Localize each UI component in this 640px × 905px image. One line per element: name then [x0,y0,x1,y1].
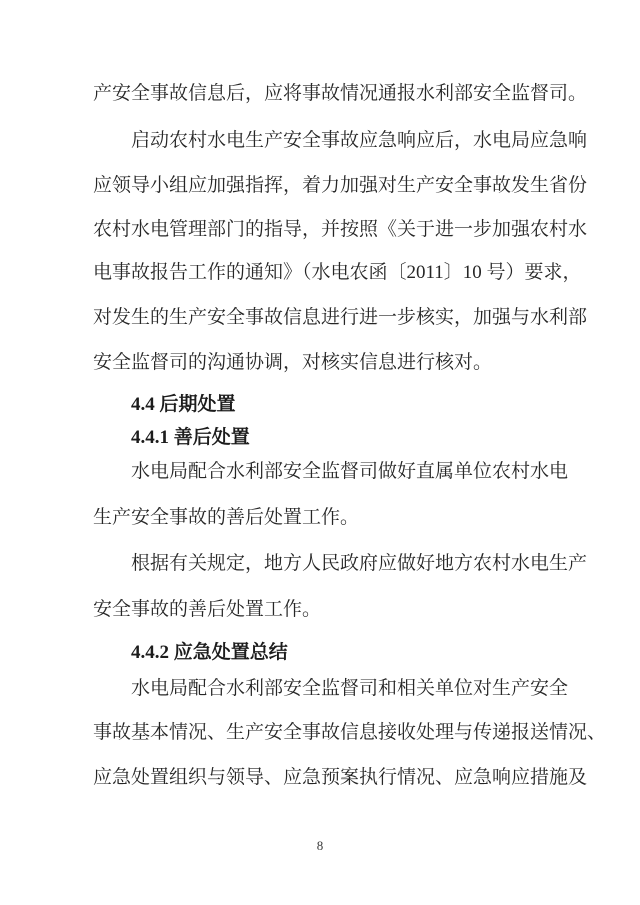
paragraph-line: 产安全事故信息后，应将事故情况通报水利部安全监督司。 [93,83,588,104]
paragraph-line: 水电局配合水利部安全监督司和相关单位对生产安全 [131,678,569,699]
section-heading-4-4-2: 4.4.2 应急处置总结 [131,642,288,663]
paragraph-line: 安全事故的善后处置工作。 [93,599,322,620]
paragraph-line: 启动农村水电生产安全事故应急响应后，水电局应急响 [131,130,588,151]
paragraph-line: 应急处置组织与领导、应急预案执行情况、应急响应措施及 [93,767,588,788]
section-heading-4-4: 4.4 后期处置 [131,394,236,415]
paragraph-line: 应领导小组应加强指挥，着力加强对生产安全事故发生省份 [93,175,588,196]
paragraph-line: 事故基本情况、生产安全事故信息接收处理与传递报送情况、 [93,722,607,743]
section-heading-4-4-1: 4.4.1 善后处置 [131,427,250,448]
paragraph-line: 安全监督司的沟通协调，对核实信息进行核对。 [93,352,493,373]
paragraph-line: 电事故报告工作的通知》（水电农函〔2011〕10 号）要求， [93,262,582,283]
paragraph-line: 水电局配合水利部安全监督司做好直属单位农村水电 [131,461,569,482]
paragraph-line: 对发生的生产安全事故信息进行进一步核实，加强与水利部 [93,307,588,328]
paragraph-line: 农村水电管理部门的指导，并按照《关于进一步加强农村水 [93,219,588,240]
paragraph-line: 根据有关规定，地方人民政府应做好地方农村水电生产 [131,553,588,574]
paragraph-line: 生产安全事故的善后处置工作。 [93,507,360,528]
page-number: 8 [316,838,324,853]
